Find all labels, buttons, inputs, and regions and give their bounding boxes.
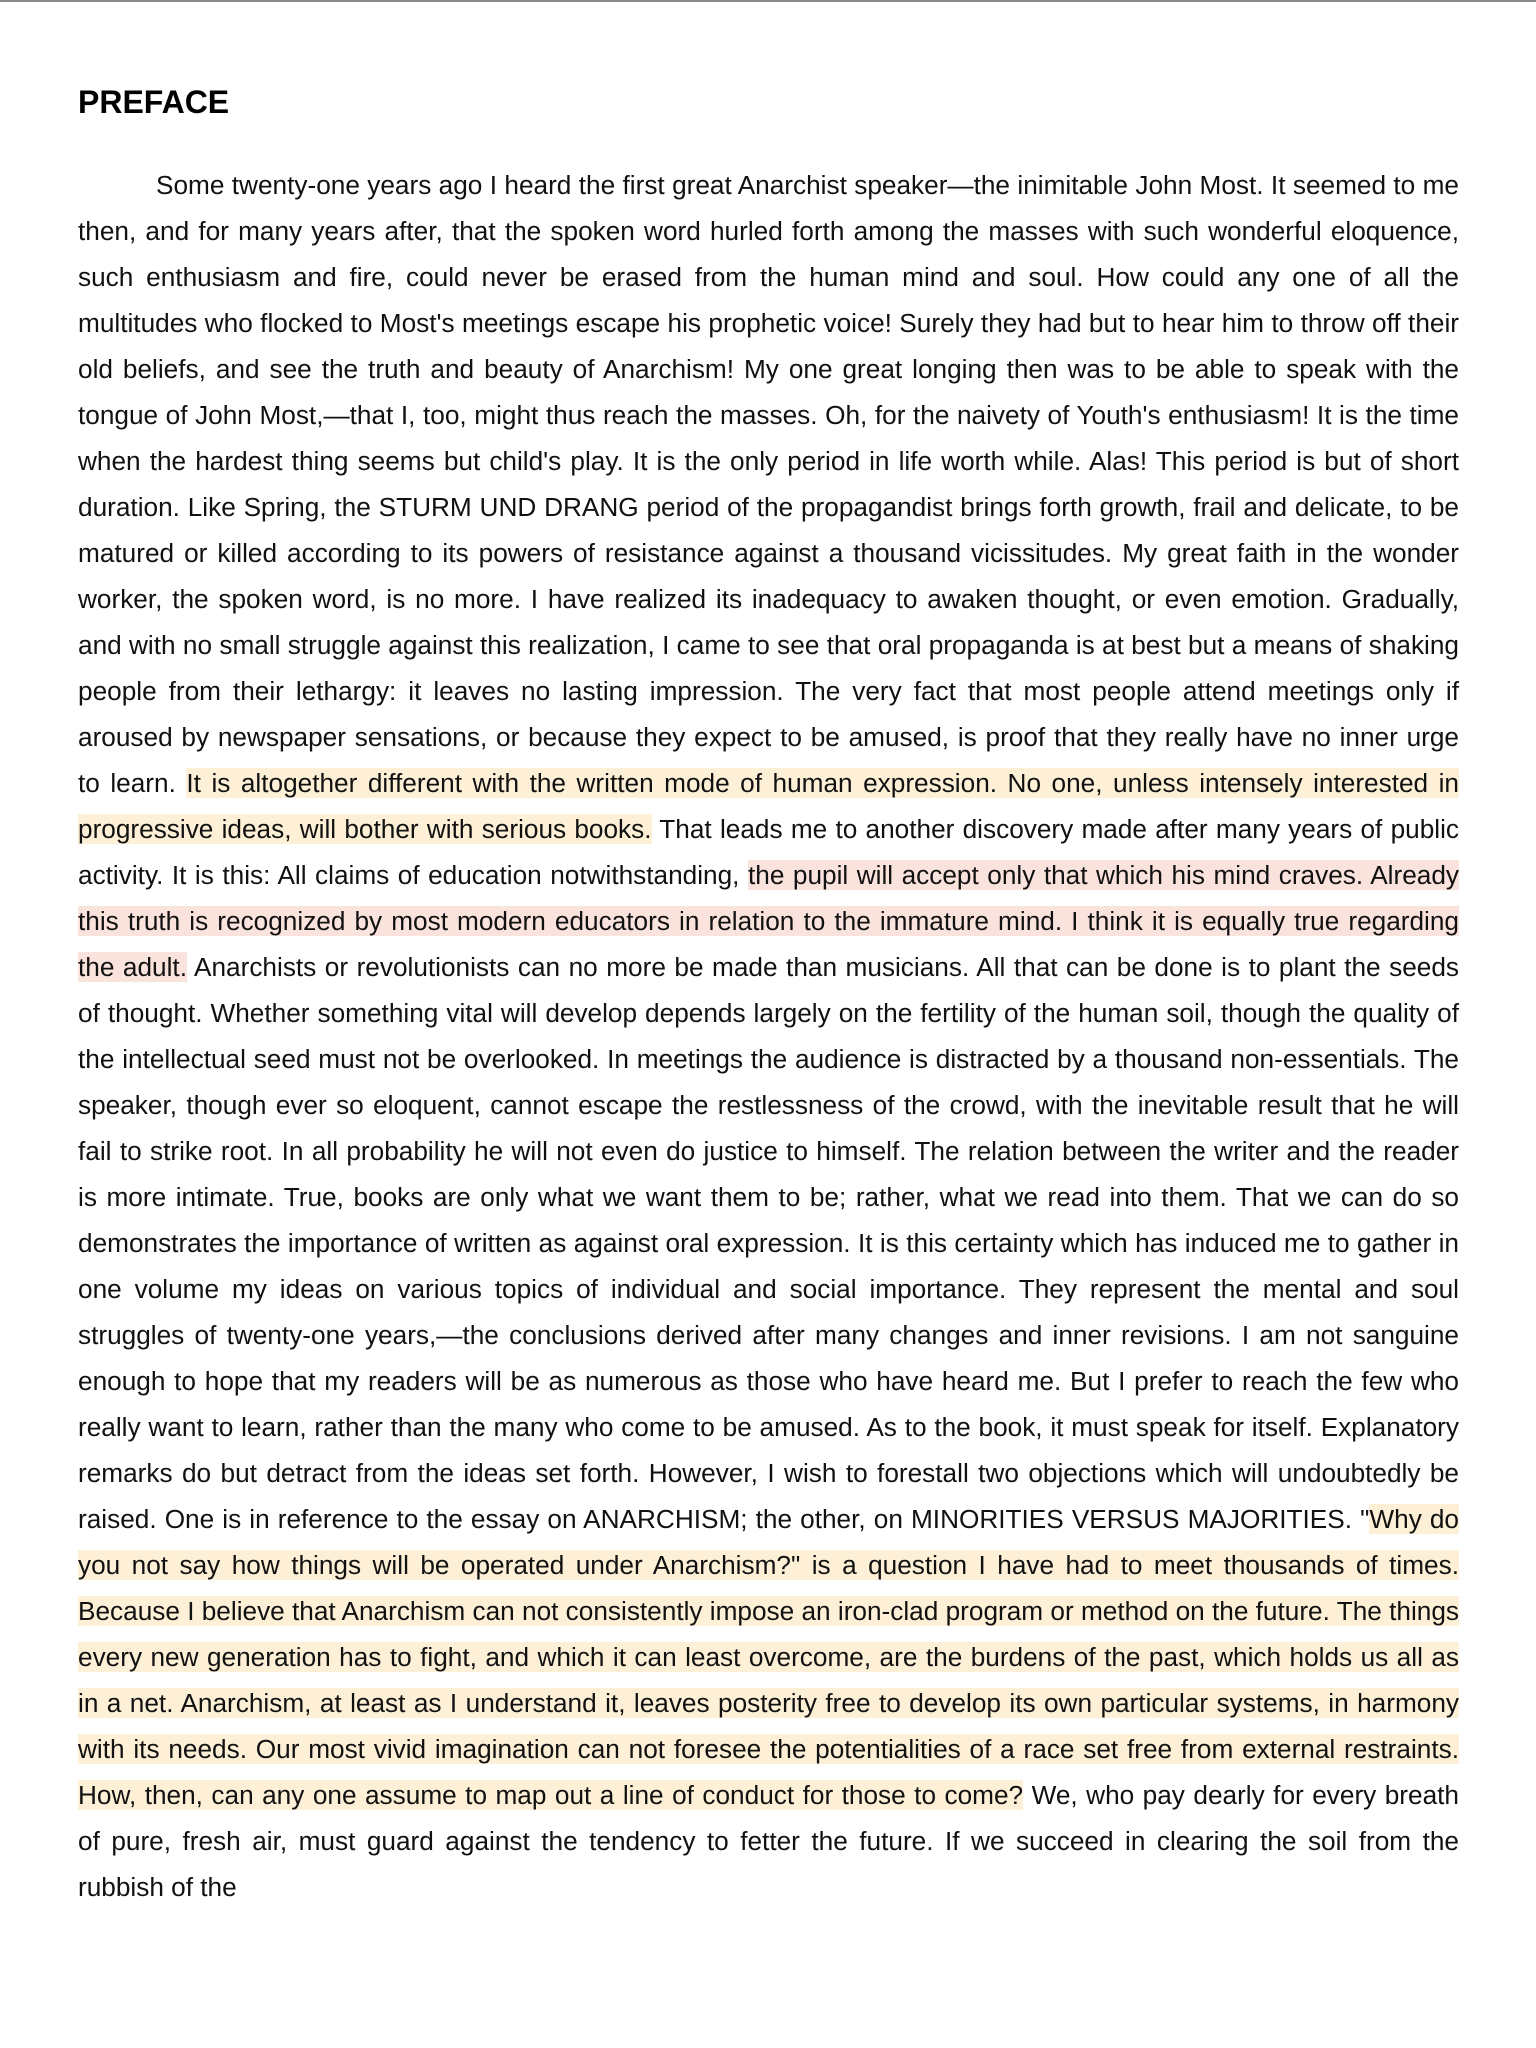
- document-page: [78, 82, 1459, 1936]
- text-segment: We, who pay dearly for every breath of pure, fresh air, must guard against the tendency to fetter the future. If we succeed in clearing the soil from the rubbish of the: [78, 1780, 1459, 1902]
- text-segment: That leads me to another discovery made after many years of public activity. It is this: All claims of education notwithstanding,: [78, 814, 1459, 890]
- page-title: PREFACE: [78, 84, 230, 120]
- top-border: [0, 0, 1536, 2]
- text-segment: Anarchists or revolutionists can no more be made than musicians. All that can be done is to plant the seeds of thought. Whether something vital will develop depends largely on the fertility of the human soil, though the quality of the intellectual seed must not be overlooked. In meetings the audience is distracted by a thousand non-essentials. The speaker, though ever so eloquent, cannot escape the restlessness of the crowd, with the inevitable result that he will fail to strike root. In all probability he will not even do justice to himself. The relation between the writer and the reader is more intimate. True, books are only what we want them to be; rather, what we read into them. That we can do so demonstrates the importance of written as against oral expression. It is this certainty which has induced me to gather in one volume my ideas on various topics of individual and social importance. They represent the mental and soul struggles of twenty-one years,—the conclusions derived after many changes and inner revisions. I am not sanguine enough to hope that my readers will be as numerous as those who have heard me. But I prefer to reach the few who really want to learn, rather than the many who come to be amused. As to the book, it must speak for itself. Explanatory remarks do but detract from the ideas set forth. However, I wish to forestall two objections which will undoubtedly be raised. One is in reference to the essay on ANARCHISM; the other, on MINORITIES VERSUS MAJORITIES. ": [78, 952, 1459, 1534]
- body-paragraph: [78, 162, 1459, 1910]
- text-segment: Some twenty-one years ago I heard the first great Anarchist speaker—the inimitable John Most. It seemed to me then, and for many years after, that the spoken word hurled forth among the masses with such wonderful eloquence, such enthusiasm and fire, could never be erased from the human mind and soul. How could any one of all the multitudes who flocked to Most's meetings escape his prophetic voice! Surely they had but to hear him to throw off their old beliefs, and see the truth and beauty of Anarchism! My one great longing then was to be able to speak with the tongue of John Most,—that I, too, might thus reach the masses. Oh, for the naivety of Youth's enthusiasm! It is the time when the hardest thing seems but child's play. It is the only period in life worth while. Alas! This period is but of short duration. Like Spring, the STURM UND DRANG period of the propagandist brings forth growth, frail and delicate, to be matured or killed according to its powers of resistance against a thousand vicissitudes. My great faith in the wonder worker, the spoken word, is no more. I have realized its inadequacy to awaken thought, or even emotion. Gradually, and with no small struggle against this realization, I came to see that oral propaganda is at best but a means of shaking people from their lethargy: it leaves no lasting impression. The very fact that most people attend meetings only if aroused by newspaper sensations, or because they expect to be amused, is proof that they really have no inner urge to learn.: [78, 170, 1459, 798]
- highlight-pink[interactable]: the pupil will accept only that which his mind craves. Already this truth is recognized by most modern educators in relation to the immature mind. I think it is equally true regarding the adult.: [78, 860, 1459, 982]
- highlight-yellow[interactable]: It is altogether different with the written mode of human expression. No one, unless intensely interested in progressive ideas, will bother with serious books.: [78, 768, 1459, 844]
- highlight-yellow[interactable]: Why do you not say how things will be operated under Anarchism?" is a question I have had to meet thousands of times. Because I believe that Anarchism can not consistently impose an iron-clad program or method on the future. The things every new generation has to fight, and which it can least overcome, are the burdens of the past, which holds us all as in a net. Anarchism, at least as I understand it, leaves posterity free to develop its own particular systems, in harmony with its needs. Our most vivid imagination can not foresee the potentialities of a race set free from external restraints. How, then, can any one assume to map out a line of conduct for those to come?: [78, 1504, 1459, 1810]
